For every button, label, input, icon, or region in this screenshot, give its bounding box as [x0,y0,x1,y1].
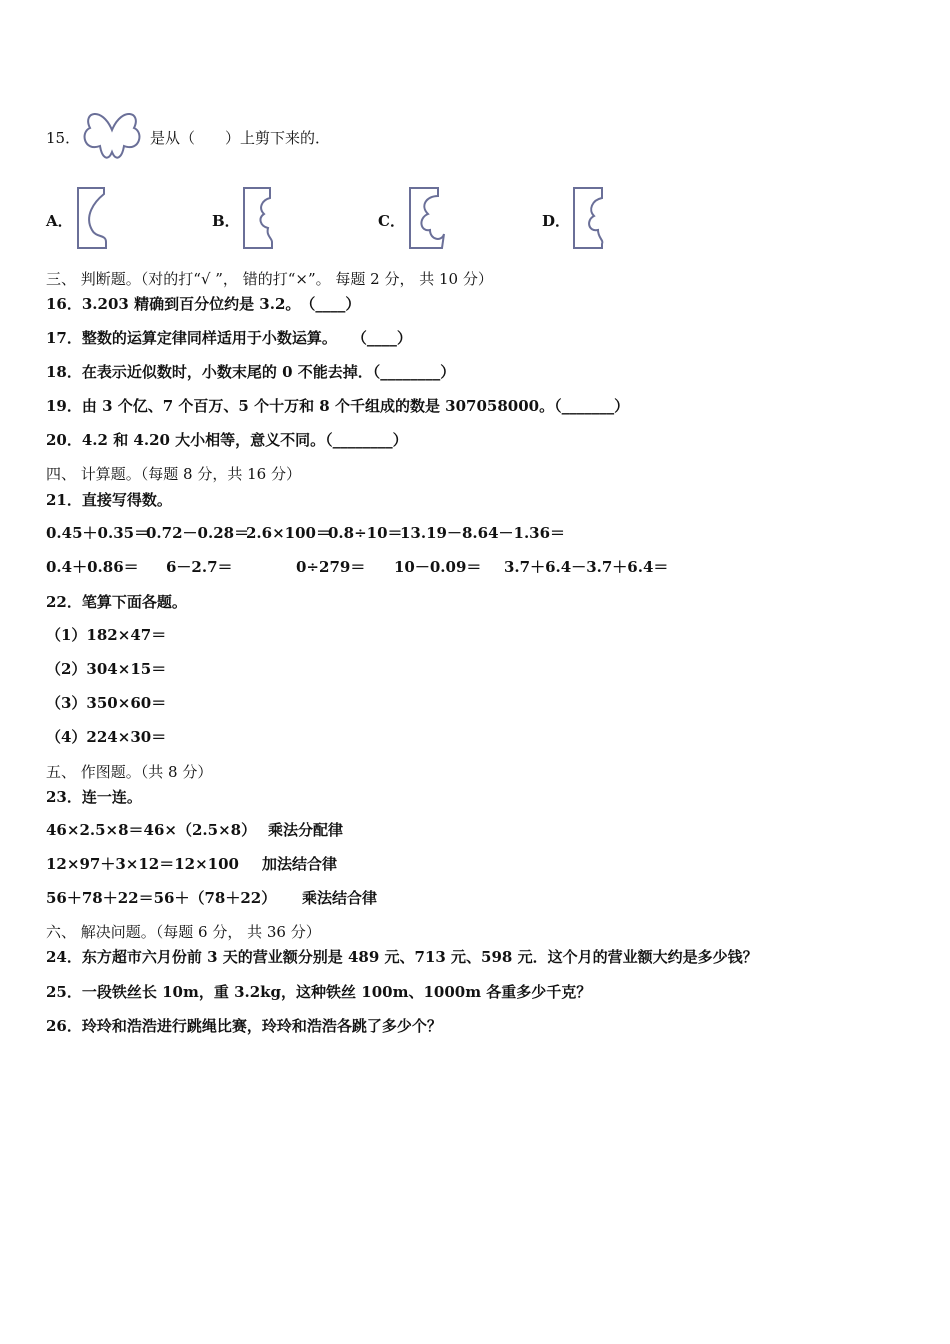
q17: 17．整数的运算定律同样适用于小数运算。 （____） [46,329,412,347]
q15-text: 是从（ ）上剪下来的． [150,129,331,147]
q26: 26．玲玲和浩浩进行跳绳比赛，玲玲和浩浩各跳了多少个？ [46,1017,442,1035]
q23-right-item: 乘法分配律 [268,821,344,839]
q18: 18．在表示近似数时，小数末尾的 0 不能去掉．（________） [46,363,456,381]
q24: 24．东方超市六月份前 3 天的营业额分别是 489 元、713 元、598 元．这个月的营业额大约是多少钱？ [46,948,758,966]
clover-shape-icon [80,100,144,164]
q21-row1-item: 2.6×100＝ [246,524,331,542]
q22-item: （3）350×60＝ [46,694,167,712]
q21-row2-item: 6－2.7＝ [166,558,233,576]
section3-title: 三、 判断题。（对的打“√ ”， 错的打“×”。 每题 2 分， 共 10 分） [46,270,493,288]
option-c-label: C． [378,212,405,230]
q21-row2-item: 3.7＋6.4－3.7＋6.4＝ [504,558,669,576]
section4-title: 四、 计算题。（每题 8 分，共 16 分） [46,465,301,483]
option-d-label: D． [542,212,571,230]
q23-title: 23．连一连。 [46,788,142,806]
q21-row2-item: 0.4＋0.86＝ [46,558,139,576]
q15-number: 15． [46,129,81,147]
option-a-label: A． [46,212,73,230]
q21-row1-item: 0.45＋0.35＝ [46,524,150,542]
q23-right-item: 乘法结合律 [302,889,378,907]
q23-left-item: 12×97＋3×12＝12×100 [46,855,239,873]
q22-title: 22．笔算下面各题。 [46,593,187,611]
q21-row2-item: 10－0.09＝ [394,558,482,576]
q23-right-item: 加法结合律 [262,855,338,873]
q25: 25．一段铁丝长 10m，重 3.2kg，这种铁丝 100m、1000m 各重多少千克？ [46,983,592,1001]
q21-row1-item: 0.8÷10＝ [328,524,403,542]
option-a-paper-icon [74,186,110,250]
option-b-label: B． [212,212,240,230]
section5-title: 五、 作图题。（共 8 分） [46,763,213,781]
section6-title: 六、 解决问题。（每题 6 分， 共 36 分） [46,923,321,941]
q22-item: （2）304×15＝ [46,660,167,678]
q19: 19．由 3 个亿、7 个百万、5 个十万和 8 个千组成的数是 307058000。（_______） [46,397,630,415]
q21-title: 21．直接写得数。 [46,491,172,509]
q21-row1-item: 13.19－8.64－1.36＝ [400,524,566,542]
q23-left-item: 56＋78＋22＝56＋（78＋22） [46,889,277,907]
q16: 16．3.203 精确到百分位约是 3.2。 （____） [46,295,361,313]
q21-row2-item: 0÷279＝ [296,558,366,576]
option-b-paper-icon [240,186,276,250]
option-d-paper-icon [570,186,606,250]
q20: 20．4.2 和 4.20 大小相等，意义不同。（________） [46,431,408,449]
q22-item: （1）182×47＝ [46,626,167,644]
q22-item: （4）224×30＝ [46,728,167,746]
option-c-paper-icon [406,186,446,250]
q21-row1-item: 0.72－0.28＝ [146,524,250,542]
q23-left-item: 46×2.5×8＝46×（2.5×8） [46,821,257,839]
